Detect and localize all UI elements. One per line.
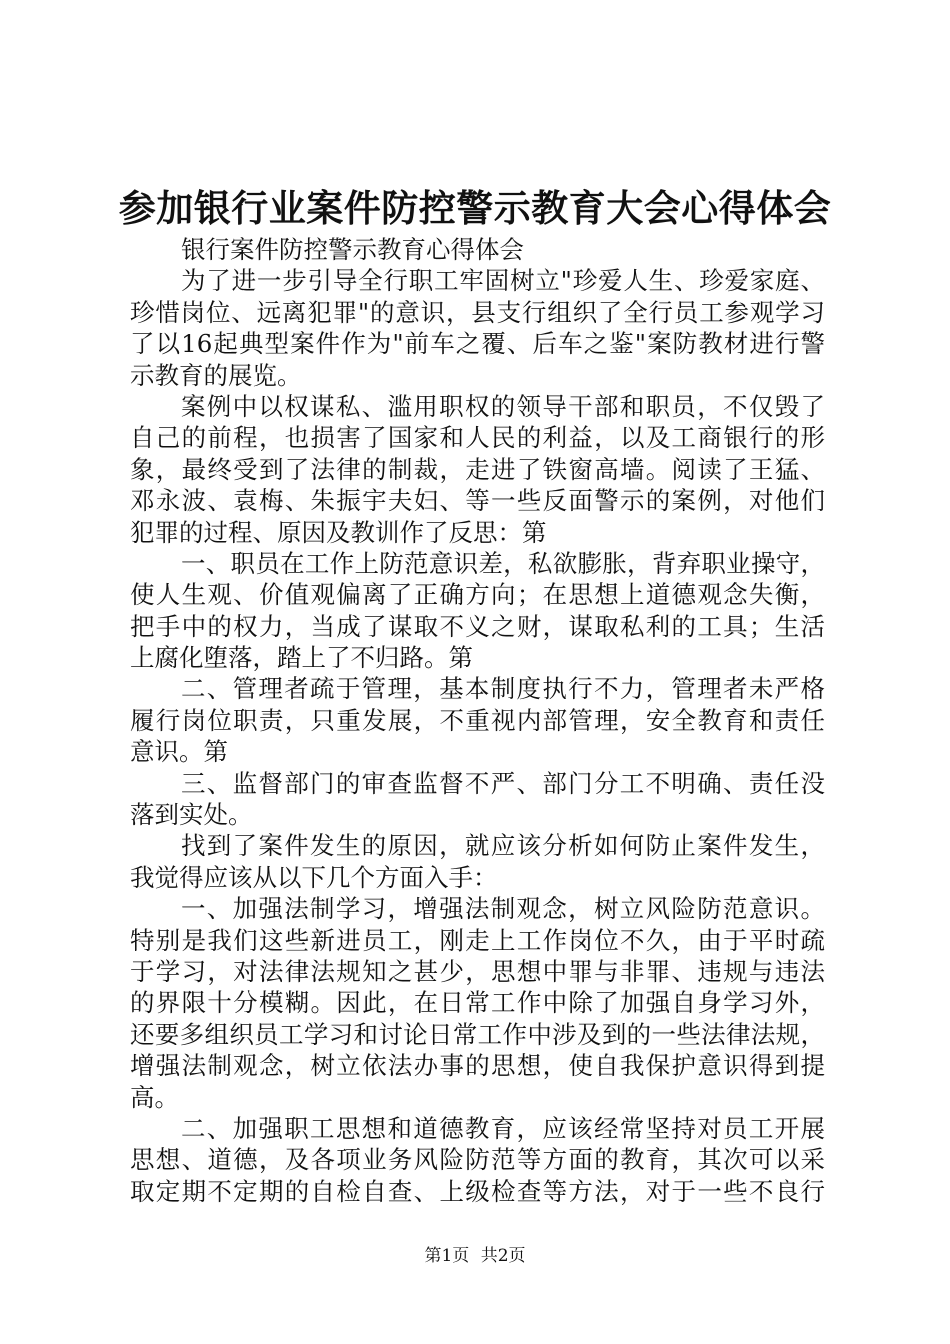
text-line: 为了进一步引导全行职工牢固树立"珍爱人生、珍爱家庭、	[181, 266, 825, 296]
text-line: 二、管理者疏于管理，基本制度执行不力，管理者未严格	[181, 674, 825, 704]
text-line: 找到了案件发生的原因，就应该分析如何防止案件发生，	[181, 831, 825, 861]
text-line: 高。	[130, 1082, 179, 1112]
text-line: 于学习，对法律法规知之甚少，思想中罪与非罪、违规与违法	[130, 956, 825, 986]
text-line: 意识。第	[130, 737, 228, 767]
text-line: 特别是我们这些新进员工，刚走上工作岗位不久，由于平时疏	[130, 925, 825, 955]
text-line: 邓永波、袁梅、朱振宇夫妇、等一些反面警示的案例，对他们	[130, 486, 825, 516]
text-line: 象，最终受到了法律的制裁，走进了铁窗高墙。阅读了王猛、	[130, 454, 825, 484]
text-line: 自己的前程，也损害了国家和人民的利益，以及工商银行的形	[130, 423, 825, 453]
text-line: 三、监督部门的审查监督不严、部门分工不明确、责任没	[181, 768, 825, 798]
text-line: 银行案件防控警示教育心得体会	[181, 235, 524, 264]
page-footer	[0, 1244, 950, 1268]
text-line: 上腐化堕落，踏上了不归路。第	[130, 643, 473, 673]
document-body	[130, 234, 825, 1207]
text-line: 一、职员在工作上防范意识差，私欲膨胀，背弃职业操守，	[181, 548, 825, 578]
text-line: 履行岗位职责，只重发展，不重视内部管理，安全教育和责任	[130, 705, 825, 735]
text-line: 一、加强法制学习，增强法制观念，树立风险防范意识。	[181, 894, 825, 924]
text-line: 取定期不定期的自检自查、上级检查等方法，对于一些不良行	[130, 1176, 825, 1206]
text-line: 示教育的展览。	[130, 360, 302, 390]
text-line: 了以16起典型案件作为"前车之覆、后车之鉴"案防教材进行警	[130, 329, 825, 359]
page-total: 共2页	[480, 1246, 526, 1266]
page-number: 第1页	[424, 1246, 470, 1266]
text-line: 还要多组织员工学习和讨论日常工作中涉及到的一些法律法规，	[130, 1019, 825, 1049]
text-line: 落到实处。	[130, 800, 253, 830]
text-line: 犯罪的过程、原因及教训作了反思：第	[130, 517, 547, 547]
text-line: 使人生观、价值观偏离了正确方向；在思想上道德观念失衡，	[130, 580, 825, 610]
text-line: 思想、道德，及各项业务风险防范等方面的教育，其次可以采	[130, 1145, 825, 1175]
text-line: 二、加强职工思想和道德教育，应该经常坚持对员工开展	[181, 1113, 825, 1143]
text-line: 我觉得应该从以下几个方面入手：	[130, 862, 498, 892]
text-line: 增强法制观念，树立依法办事的思想，使自我保护意识得到提	[130, 1051, 825, 1081]
text-line: 的界限十分模糊。因此，在日常工作中除了加强自身学习外，	[130, 988, 825, 1018]
text-line: 把手中的权力，当成了谋取不义之财，谋取私利的工具；生活	[130, 611, 825, 641]
text-line: 案例中以权谋私、滥用职权的领导干部和职员，不仅毁了	[181, 391, 825, 421]
document-title: 参加银行业案件防控警示教育大会心得体会	[118, 186, 832, 230]
text-line: 珍惜岗位、远离犯罪"的意识，县支行组织了全行员工参观学习	[130, 297, 825, 327]
